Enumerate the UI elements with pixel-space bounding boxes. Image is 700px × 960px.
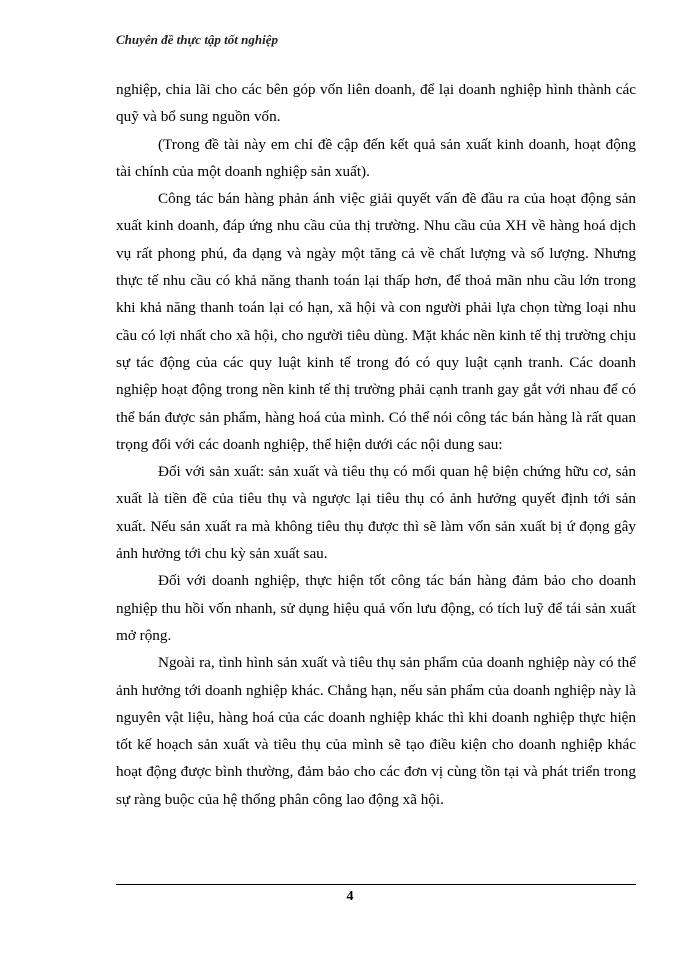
paragraph-sales-role: Công tác bán hàng phản ánh việc giải quyết vấn đề đầu ra của hoạt động sản xuất kinh doanh, đáp ứng nhu cầu của thị trường. Nhu cầu của XH về hàng hoá dịch vụ rất phong phú, đa dạng và ngày một tăng cả về chất lượng và số lượng. Nhưng thực tế nhu cầu có khả năng thanh toán lại thấp hơn, để thoả mãn nhu cầu lớn trong khi khả năng thanh toán lại có hạn, xã hội và con người phải lựa chọn từng loại nhu cầu có lợi nhất cho xã hội, cho người tiêu dùng. Mặt khác nền kinh tế thị trường chịu sự tác động của các quy luật kinh tế trong đó có quy luật cạnh tranh. Các doanh nghiệp hoạt động trong nền kinh tế thị trường phải cạnh tranh gay gắt với nhau để có thể bán được sản phẩm, hàng hoá của mình. Có thể nói công tác bán hàng là rất quan trọng đối với các doanh nghiệp, thể hiện dưới các nội dung sau: (116, 190, 636, 453)
running-header: Chuyên đề thực tập tốt nghiệp (116, 32, 278, 47)
footer-divider (116, 884, 636, 885)
document-body (116, 76, 636, 813)
page-number: 4 (346, 889, 354, 904)
paragraph-other-enterprises: Ngoài ra, tình hình sản xuất và tiêu thụ sản phẩm của doanh nghiệp này có thể ảnh hưởng tới doanh nghiệp khác. Chẳng hạn, nếu sản phẩm của doanh nghiệp này là nguyên vật liệu, hàng hoá của các doanh nghiệp khác thì khi doanh nghiệp thực hiện tốt kế hoạch sản xuất và tiêu thụ của mình sẽ tạo điều kiện cho doanh nghiệp khác hoạt động được bình thường, đảm bảo cho các đơn vị cùng tồn tại và phát triển trong sự ràng buộc của hệ thống phân công lao động xã hội. (116, 654, 636, 808)
paragraph-enterprise: Đối với doanh nghiệp, thực hiện tốt công tác bán hàng đảm bảo cho doanh nghiệp thu hồi vốn nhanh, sử dụng hiệu quả vốn lưu động, có tích luỹ để tái sản xuất mở rộng. (116, 572, 636, 644)
paragraph-scope-note: (Trong đề tài này em chỉ đề cập đến kết quả sản xuất kinh doanh, hoạt động tài chính của một doanh nghiệp sản xuất). (116, 135, 636, 180)
paragraph-continuation: nghiệp, chia lãi cho các bên góp vốn liên doanh, để lại doanh nghiệp hình thành các quỹ và bổ sung nguồn vốn. (116, 81, 636, 126)
paragraph-production: Đối với sản xuất: sản xuất và tiêu thụ có mối quan hệ biện chứng hữu cơ, sản xuất là tiền đề của tiêu thụ và ngược lại tiêu thụ có ảnh hưởng quyết định tới sản xuất. Nếu sản xuất ra mà không tiêu thụ được thì sẽ làm vốn sản xuất bị ứ đọng gây ảnh hưởng tới chu kỳ sản xuất sau. (116, 463, 636, 563)
